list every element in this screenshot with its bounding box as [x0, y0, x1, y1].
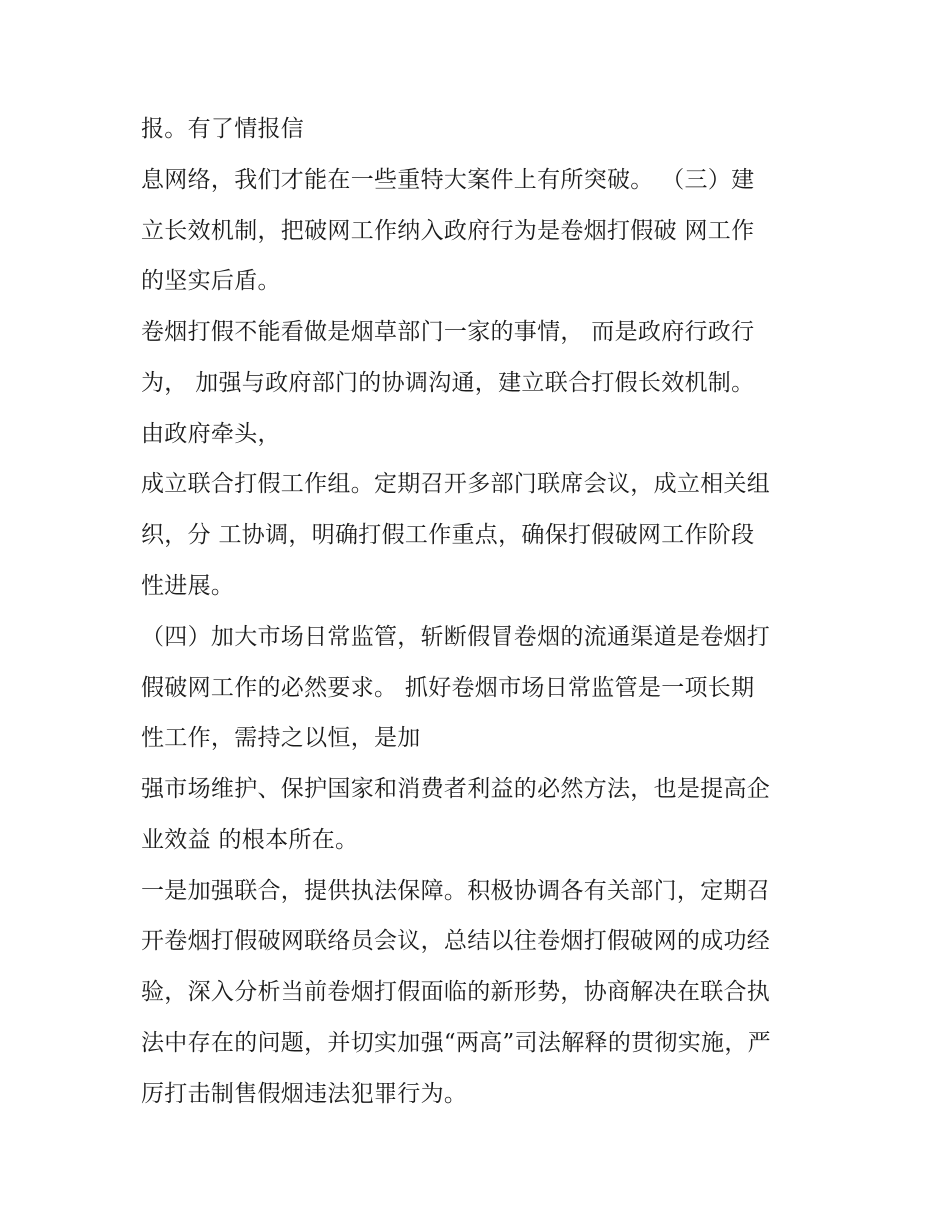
- text-line: 一是加强联合，提供执法保障。积极协调各有关部门，定期召: [141, 878, 771, 904]
- text-line: 成立联合打假工作组。定期召开多部门联席会议，成立相关组: [141, 471, 771, 497]
- text-line: 由政府牵头，: [141, 421, 281, 447]
- text-line: 息网络，我们才能在一些重特大案件上有所突破。 （三）建: [141, 167, 755, 193]
- text-line: 验，深入分析当前卷烟打假面临的新形势，协商解决在联合执: [141, 979, 771, 1005]
- text-line: 性工作，需持之以恒，是加: [141, 725, 421, 751]
- text-line: 的坚实后盾。: [141, 268, 281, 294]
- text-line: 报。有了情报信: [141, 116, 305, 142]
- text-line: 厉打击制售假烟违法犯罪行为。: [141, 1081, 468, 1107]
- text-line: （四）加大市场日常监管，斩断假冒卷烟的流通渠道是卷烟打: [141, 624, 771, 650]
- text-line: 业效益 的根本所在。: [141, 827, 359, 853]
- text-line: 立长效机制，把破网工作纳入政府行为是卷烟打假破 网工作: [141, 218, 755, 244]
- text-line: 为， 加强与政府部门的协调沟通，建立联合打假长效机制。: [141, 370, 755, 396]
- text-line: 织，分 工协调，明确打假工作重点，确保打假破网工作阶段: [141, 522, 755, 548]
- text-line: 强市场维护、保护国家和消费者利益的必然方法，也是提高企: [141, 776, 771, 802]
- text-line: 卷烟打假不能看做是烟草部门一家的事情， 而是政府行政行: [141, 319, 755, 345]
- text-line: 法中存在的问题，并切实加强“两高”司法解释的贯彻实施，严: [141, 1030, 771, 1056]
- text-line: 性进展。: [141, 573, 235, 599]
- text-line: 开卷烟打假破网联络员会议，总结以往卷烟打假破网的成功经: [141, 928, 771, 954]
- text-line: 假破网工作的必然要求。 抓好卷烟市场日常监管是一项长期: [141, 675, 755, 701]
